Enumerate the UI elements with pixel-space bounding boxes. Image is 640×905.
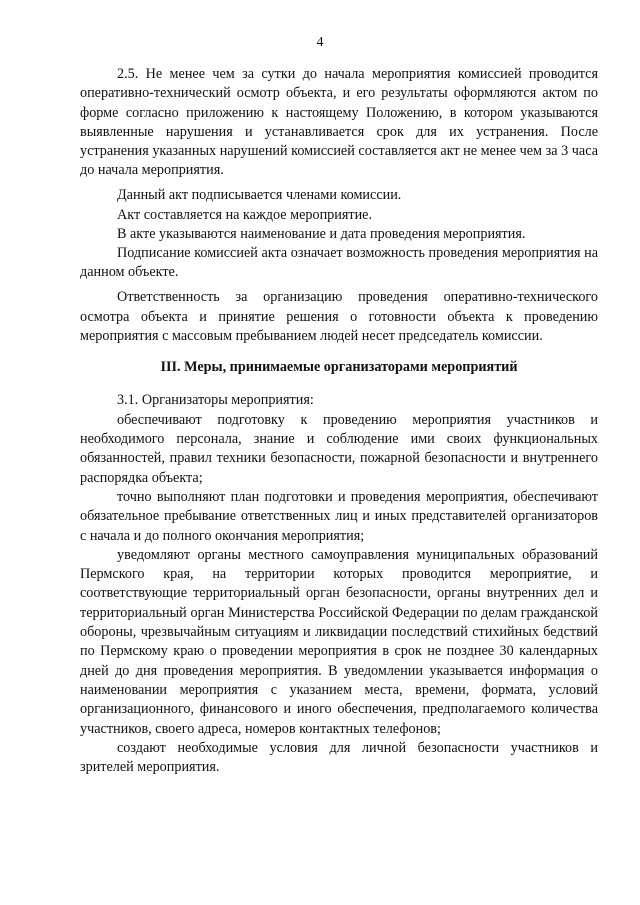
document-body xyxy=(80,65,598,777)
paragraph-execute-plan: точно выполняют план подготовки и проведения мероприятия, обеспечивают обязательное пребывание ответственных лиц и иных представителей организаторов с начала и до полного окончания мероприятия; xyxy=(80,488,598,544)
paragraph-3-1: 3.1. Организаторы мероприятия: xyxy=(117,392,314,409)
section-heading: III. Меры, принимаемые организаторами мероприятий xyxy=(160,359,518,376)
paragraph-notify-authorities: уведомляют органы местного самоуправления муниципальных образований Пермского края, на территории которых проводится мероприятие, и соответствующие территориальный орган безопасности, органы внутренних дел и территориальный орган Министерства Российской Федерации по делам гражданской обороны, чрезвычайным ситуациям и ликвидации последствий стихийных бедствий по Пермскому краю о проведении мероприятия в срок не позднее 30 календарных дней до дня проведения мероприятия. В уведомлении указывается информация о наименовании мероприятия с указанием места, времени, формата, условий организационного, финансового и иного обеспечения, предполагаемого количества участников, своего адреса, номеров контактных телефонов; xyxy=(80,546,598,737)
page-number: 4 xyxy=(316,35,324,50)
paragraph-act-signed: Данный акт подписывается членами комиссии. xyxy=(117,187,402,204)
paragraph-act-contents: В акте указываются наименование и дата проведения мероприятия. xyxy=(117,225,526,242)
paragraph-responsibility: Ответственность за организацию проведения оперативно-технического осмотра объекта и принятие решения о готовности объекта к проведению мероприятия с массовым пребыванием людей несет председатель комиссии. xyxy=(80,289,598,344)
paragraph-ensure-preparation: обеспечивают подготовку к проведению мероприятия участников и необходимого персонала, знание и соблюдение ими своих функциональных обязанностей, правил техники безопасности, пожарной безопасности и внутреннего распорядка объекта; xyxy=(80,411,598,486)
paragraph-2-5: 2.5. Не менее чем за сутки до начала мероприятия комиссией проводится оперативно-технический осмотр объекта, и его результаты оформляются актом по форме согласно приложению к настоящему Положению, в котором указываются выявленные нарушения и устанавливается срок для их устранения. После устранения указанных нарушений комиссией составляется акт не менее чем за 3 часа до начала мероприятия. xyxy=(80,66,598,179)
paragraph-act-signing-meaning: Подписание комиссией акта означает возможность проведения мероприятия на данном объекте. xyxy=(80,245,598,281)
paragraph-act-each-event: Акт составляется на каждое мероприятие. xyxy=(117,206,373,223)
paragraph-create-conditions: создают необходимые условия для личной безопасности участников и зрителей мероприятия. xyxy=(80,739,598,776)
